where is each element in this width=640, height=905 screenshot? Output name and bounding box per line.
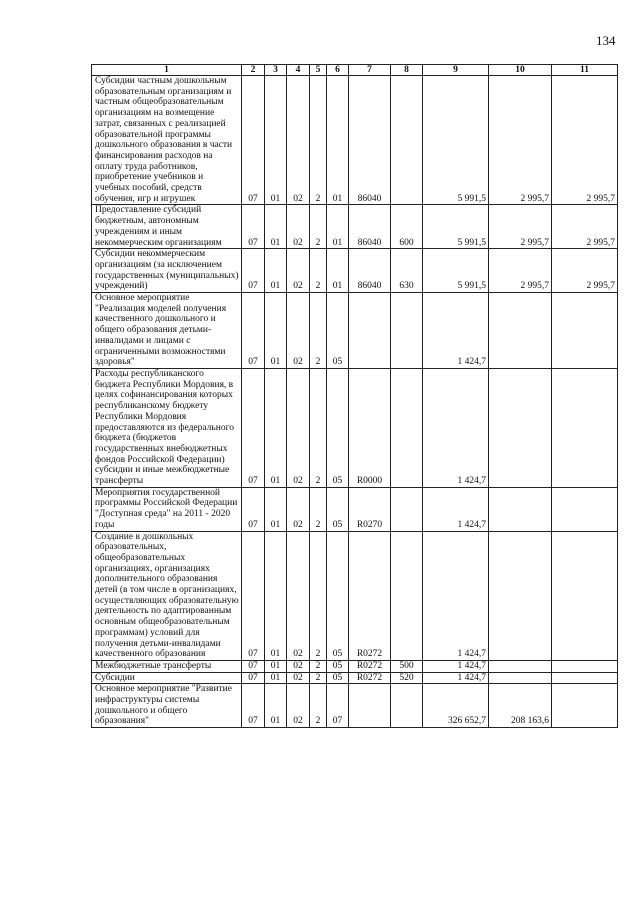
table-row — [92, 684, 618, 728]
cell-subprogram: 2 — [310, 249, 327, 293]
cell-program: 02 — [287, 684, 310, 728]
row-description: Межбюджетные трансферты — [92, 660, 242, 672]
cell-subsection: 01 — [265, 293, 287, 369]
col-header-2: 2 — [242, 65, 265, 76]
cell-subsection: 01 — [265, 487, 287, 531]
col-header-10: 10 — [489, 65, 552, 76]
cell-activity: 05 — [327, 368, 349, 487]
table-row — [92, 368, 618, 487]
table-row — [92, 660, 618, 672]
cell-activity: 05 — [327, 660, 349, 672]
cell-amount-11: 2 995,7 — [552, 249, 618, 293]
cell-amount-11 — [552, 487, 618, 531]
cell-amount-10: 2 995,7 — [489, 76, 552, 205]
cell-expense-type — [391, 368, 423, 487]
cell-subsection: 01 — [265, 660, 287, 672]
cell-section: 07 — [242, 531, 265, 660]
row-description: Мероприятия государственной программы Российской Федерации "Доступная среда" на 2011 - 2020 годы — [92, 487, 242, 531]
cell-subsection: 01 — [265, 531, 287, 660]
cell-target-code: 86040 — [349, 205, 391, 249]
table-row — [92, 531, 618, 660]
row-description: Субсидии частным дошкольным образовательным организациям и частным общеобразовательным организациям на возмещение затрат, связанных с реализацией образовательной программы дошкольного образования в части финансирования расходов на оплату труда работников, приобретение учебников и учебных пособий, средств обучения, игр и игрушек — [92, 76, 242, 205]
cell-amount-10 — [489, 487, 552, 531]
cell-section: 07 — [242, 660, 265, 672]
cell-subprogram: 2 — [310, 672, 327, 684]
col-header-7: 7 — [349, 65, 391, 76]
row-description: Основное мероприятие "Развитие инфраструктуры системы дошкольного и общего образования" — [92, 684, 242, 728]
cell-section: 07 — [242, 684, 265, 728]
row-description: Субсидии — [92, 672, 242, 684]
cell-amount-9: 326 652,7 — [423, 684, 489, 728]
row-description: Предоставление субсидий бюджетным, автономным учреждениям и иным некоммерческим организациям — [92, 205, 242, 249]
cell-section: 07 — [242, 249, 265, 293]
cell-subprogram: 2 — [310, 293, 327, 369]
cell-target-code: R0000 — [349, 368, 391, 487]
cell-amount-11 — [552, 672, 618, 684]
cell-expense-type — [391, 531, 423, 660]
cell-subprogram: 2 — [310, 487, 327, 531]
cell-activity: 07 — [327, 684, 349, 728]
row-description: Основное мероприятие "Реализация моделей получения качественного дошкольного и общего образования детьми-инвалидами и лицами с ограниченными возможностями здоровья" — [92, 293, 242, 369]
cell-program: 02 — [287, 249, 310, 293]
cell-section: 07 — [242, 487, 265, 531]
cell-subprogram: 2 — [310, 684, 327, 728]
cell-subsection: 01 — [265, 672, 287, 684]
cell-amount-11 — [552, 684, 618, 728]
cell-target-code: R0272 — [349, 672, 391, 684]
cell-subprogram: 2 — [310, 531, 327, 660]
cell-activity: 05 — [327, 531, 349, 660]
cell-target-code — [349, 293, 391, 369]
cell-subprogram: 2 — [310, 368, 327, 487]
cell-amount-9: 1 424,7 — [423, 487, 489, 531]
cell-subsection: 01 — [265, 368, 287, 487]
cell-activity: 01 — [327, 205, 349, 249]
table-row — [92, 293, 618, 369]
cell-amount-9: 1 424,7 — [423, 660, 489, 672]
cell-subsection: 01 — [265, 249, 287, 293]
cell-amount-9: 1 424,7 — [423, 531, 489, 660]
table-row — [92, 672, 618, 684]
cell-section: 07 — [242, 293, 265, 369]
cell-section: 07 — [242, 672, 265, 684]
cell-expense-type — [391, 487, 423, 531]
cell-expense-type — [391, 293, 423, 369]
cell-subsection: 01 — [265, 684, 287, 728]
col-header-11: 11 — [552, 65, 618, 76]
cell-expense-type — [391, 684, 423, 728]
cell-expense-type: 500 — [391, 660, 423, 672]
cell-target-code: R0272 — [349, 660, 391, 672]
cell-amount-9: 1 424,7 — [423, 368, 489, 487]
cell-amount-9: 5 991,5 — [423, 249, 489, 293]
cell-amount-11: 2 995,7 — [552, 205, 618, 249]
col-header-5: 5 — [310, 65, 327, 76]
cell-amount-9: 1 424,7 — [423, 293, 489, 369]
cell-amount-9: 1 424,7 — [423, 672, 489, 684]
cell-section: 07 — [242, 76, 265, 205]
cell-amount-10 — [489, 531, 552, 660]
row-description: Создание в дошкольных образовательных, общеобразовательных организациях, организациях дополнительного образования детей (в том числе в организациях, осуществляющих образовательную деятельность по адаптированным основным общеобразовательным программам) условий для получения детьми-инвалидами качественного образования — [92, 531, 242, 660]
cell-activity: 05 — [327, 487, 349, 531]
cell-amount-10: 2 995,7 — [489, 249, 552, 293]
cell-amount-9: 5 991,5 — [423, 76, 489, 205]
cell-expense-type: 630 — [391, 249, 423, 293]
cell-program: 02 — [287, 368, 310, 487]
header-row — [92, 65, 618, 76]
cell-target-code — [349, 684, 391, 728]
cell-activity: 01 — [327, 249, 349, 293]
cell-amount-11 — [552, 368, 618, 487]
cell-amount-10 — [489, 368, 552, 487]
cell-amount-9: 5 991,5 — [423, 205, 489, 249]
cell-amount-10 — [489, 672, 552, 684]
cell-subsection: 01 — [265, 205, 287, 249]
cell-expense-type: 520 — [391, 672, 423, 684]
cell-activity: 05 — [327, 293, 349, 369]
cell-activity: 01 — [327, 76, 349, 205]
cell-target-code: R0270 — [349, 487, 391, 531]
cell-expense-type — [391, 76, 423, 205]
cell-subsection: 01 — [265, 76, 287, 205]
col-header-6: 6 — [327, 65, 349, 76]
col-header-4: 4 — [287, 65, 310, 76]
table-row — [92, 205, 618, 249]
cell-program: 02 — [287, 205, 310, 249]
cell-amount-11: 2 995,7 — [552, 76, 618, 205]
cell-section: 07 — [242, 205, 265, 249]
cell-amount-11 — [552, 660, 618, 672]
cell-amount-10 — [489, 660, 552, 672]
table-row — [92, 487, 618, 531]
col-header-9: 9 — [423, 65, 489, 76]
budget-table — [91, 64, 618, 728]
cell-target-code: R0272 — [349, 531, 391, 660]
cell-amount-11 — [552, 293, 618, 369]
cell-section: 07 — [242, 368, 265, 487]
col-header-1: 1 — [92, 65, 242, 76]
cell-subprogram: 2 — [310, 205, 327, 249]
cell-program: 02 — [287, 487, 310, 531]
row-description: Расходы республиканского бюджета Республики Мордовия, в целях софинансирования которых республиканскому бюджету Республики Мордовия предоставляются из федерального бюджета (бюджетов государственных внебюджетных фондов Российской Федерации) субсидии и иные межбюджетные трансферты — [92, 368, 242, 487]
cell-program: 02 — [287, 660, 310, 672]
cell-subprogram: 2 — [310, 76, 327, 205]
cell-program: 02 — [287, 531, 310, 660]
row-description: Субсидии некоммерческим организациям (за исключением государственных (муниципальных) учреждений) — [92, 249, 242, 293]
cell-amount-10: 208 163,6 — [489, 684, 552, 728]
cell-amount-10 — [489, 293, 552, 369]
cell-amount-10: 2 995,7 — [489, 205, 552, 249]
page-number: 134 — [596, 33, 616, 48]
cell-target-code: 86040 — [349, 249, 391, 293]
table-row — [92, 249, 618, 293]
cell-subprogram: 2 — [310, 660, 327, 672]
cell-target-code: 86040 — [349, 76, 391, 205]
cell-program: 02 — [287, 76, 310, 205]
table-row — [92, 76, 618, 205]
col-header-3: 3 — [265, 65, 287, 76]
cell-expense-type: 600 — [391, 205, 423, 249]
cell-amount-11 — [552, 531, 618, 660]
cell-program: 02 — [287, 672, 310, 684]
cell-activity: 05 — [327, 672, 349, 684]
cell-program: 02 — [287, 293, 310, 369]
col-header-8: 8 — [391, 65, 423, 76]
